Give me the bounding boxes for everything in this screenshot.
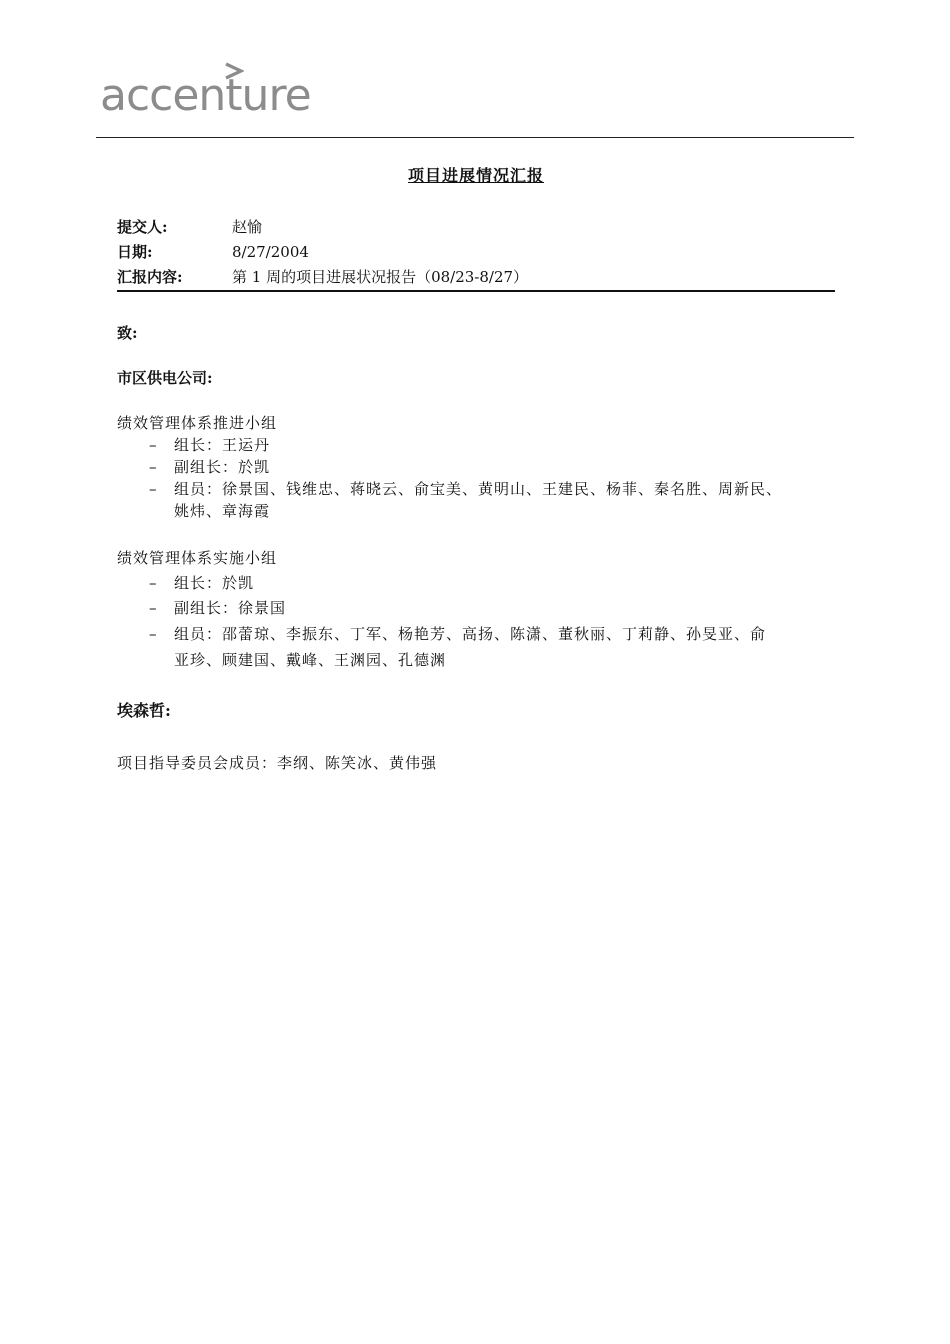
list-item — [117, 478, 857, 522]
group2-list — [117, 571, 857, 673]
list-item-text: 副组长：於凯 — [174, 458, 271, 476]
to-label: 致: — [117, 324, 138, 342]
list-item — [117, 596, 857, 621]
list-item-text: 组员：徐景国、钱维忠、蒋晓云、俞宝美、黄明山、王建民、杨菲、秦名胜、周新民、 — [174, 480, 783, 498]
list-item-text: 组长：王运丹 — [174, 436, 271, 454]
list-dash: – — [149, 574, 158, 592]
date-label: 日期: — [117, 243, 153, 261]
page-title: 项目进展情况汇报 — [407, 166, 544, 185]
date-value: 8/27/2004 — [232, 243, 309, 261]
group2-title: 绩效管理体系实施小组 — [117, 549, 278, 567]
meta-date-row — [117, 240, 528, 265]
group1-list — [117, 434, 857, 522]
list-item-text-continued: 姚炜、章海霞 — [174, 502, 271, 520]
list-item — [117, 456, 857, 478]
client-name: 市区供电公司: — [117, 369, 213, 387]
submitter-label: 提交人: — [117, 218, 168, 236]
list-dash: – — [149, 436, 158, 454]
header-divider — [96, 137, 854, 138]
list-item — [117, 621, 857, 673]
accenture-logo — [100, 62, 320, 124]
list-dash: – — [149, 599, 158, 617]
content-label: 汇报内容: — [117, 268, 183, 286]
meta-divider — [117, 290, 835, 292]
report-meta — [117, 215, 528, 290]
list-item-text: 组长：於凯 — [174, 574, 255, 592]
steering-committee: 项目指导委员会成员：李纲、陈笑冰、黄伟强 — [117, 754, 438, 772]
submitter-value: 赵愉 — [232, 218, 263, 236]
list-dash: – — [149, 480, 158, 498]
logo-wordmark: accenture — [100, 70, 311, 121]
meta-content-row — [117, 265, 528, 290]
content-value: 第 1 周的项目进展状况报告（08/23-8/27） — [232, 268, 529, 286]
list-dash: – — [149, 458, 158, 476]
group1-title: 绩效管理体系推进小组 — [117, 414, 278, 432]
meta-submitter-row — [117, 215, 528, 240]
accenture-heading: 埃森哲: — [117, 701, 171, 720]
list-dash: – — [149, 625, 158, 643]
list-item-text: 组员：邵蕾琼、李振东、丁军、杨艳芳、高扬、陈潇、董秋丽、丁莉静、孙旻亚、俞 — [174, 625, 767, 643]
list-item — [117, 434, 857, 456]
list-item — [117, 571, 857, 596]
list-item-text: 副组长：徐景国 — [174, 599, 287, 617]
list-item-text-continued: 亚珍、顾建国、戴峰、王渊园、孔德渊 — [174, 651, 447, 669]
